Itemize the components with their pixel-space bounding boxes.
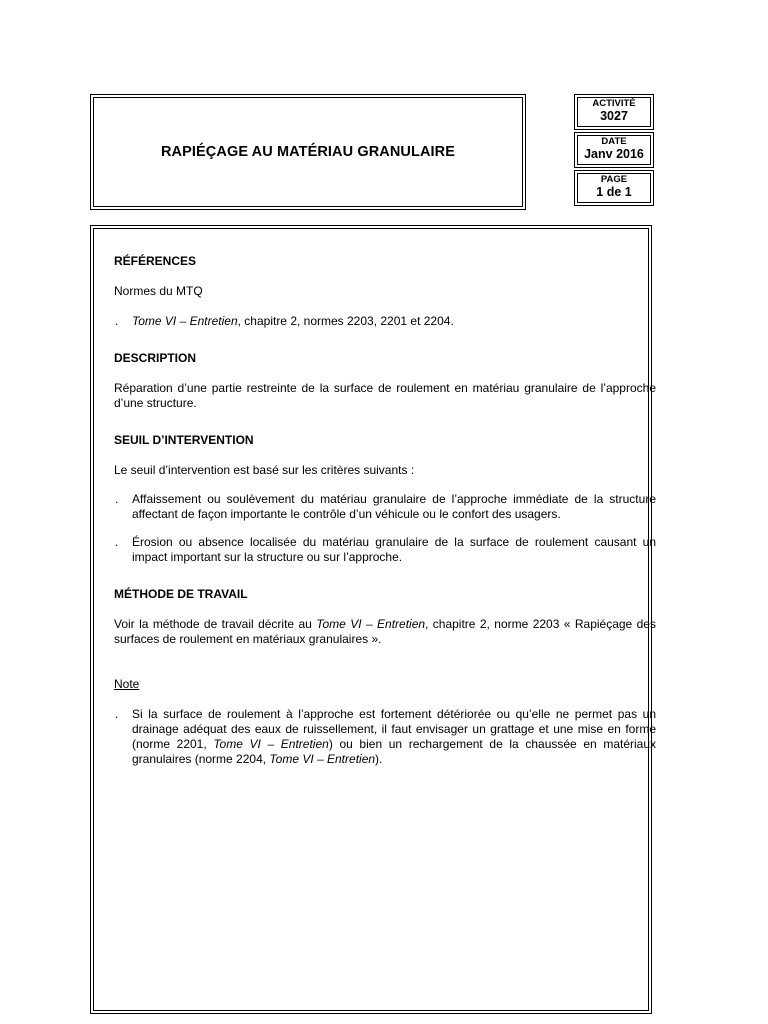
bullet-marker: . <box>115 535 119 549</box>
references-intro: Normes du MTQ <box>114 284 203 298</box>
seuil-item-2 <box>114 535 656 565</box>
seuil-intro: Le seuil d’intervention est basé sur les critères suivants : <box>114 463 415 477</box>
page-label: PAGE <box>600 174 628 185</box>
description-text: Réparation d’une partie restreinte de la surface de roulement en matériau granulaire de l’approche d’une structure. <box>114 381 656 410</box>
bullet-marker: . <box>115 314 119 328</box>
bullet-marker: . <box>115 492 119 506</box>
activite-label: ACTIVITÉ <box>592 98 636 109</box>
methode-text <box>114 617 656 647</box>
bullet-marker: . <box>115 707 119 721</box>
references-heading: RÉFÉRENCES <box>114 254 197 268</box>
seuil-item-2-text: Érosion ou absence localisée du matériau granulaire de la surface de roulement causant un impact important sur la structure ou sur l’approche. <box>132 535 656 564</box>
page-box <box>574 170 654 206</box>
note-italic-1: Tome VI – Entretien <box>213 737 329 751</box>
note-text-a: Si la surface de roulement à l’approche est fortement détériorée ou qu’elle ne permet pas un drainage adéquat des eaux de ruissellement, il faut envisager un grattage et une mise en forme (norme 2201, <box>132 707 656 751</box>
document-body <box>114 254 656 767</box>
seuil-item-1-text: Affaissement ou soulèvement du matériau granulaire de l’approche immédiate de la structure affectant de façon importante le contrôle d’un véhicule ou le confort des usagers. <box>132 492 656 521</box>
date-label: DATE <box>601 136 627 147</box>
activite-box <box>574 94 654 130</box>
references-item-italic: Tome VI – Entretien <box>132 314 238 328</box>
title-box <box>90 94 526 210</box>
note-text-b: ) ou bien un rechargement de la chaussée en matériaux granulaires (norme 2204, <box>132 737 657 766</box>
date-box <box>574 132 654 168</box>
references-item-rest: , chapitre 2, normes 2203, 2201 et 2204. <box>237 314 454 328</box>
references-item <box>114 314 656 329</box>
methode-text-italic: Tome VI – Entretien <box>316 617 426 631</box>
description-heading: DESCRIPTION <box>114 351 197 365</box>
note-italic-2: Tome VI – Entretien <box>269 752 376 766</box>
note-item <box>114 707 656 767</box>
methode-text-a: Voir la méthode de travail décrite au <box>114 617 317 631</box>
page-value: 1 de 1 <box>596 185 632 199</box>
note-heading: Note <box>114 677 140 691</box>
document-title: RAPIÉÇAGE AU MATÉRIAU GRANULAIRE <box>160 144 455 160</box>
activite-value: 3027 <box>600 109 628 123</box>
seuil-heading: SEUIL D’INTERVENTION <box>114 433 254 447</box>
seuil-item-1 <box>114 492 656 522</box>
methode-heading: MÉTHODE DE TRAVAIL <box>114 587 248 601</box>
date-value: Janv 2016 <box>584 147 644 161</box>
note-text-c: ). <box>375 752 383 766</box>
methode-text-b: , chapitre 2, norme 2203 « Rapiéçage des surfaces de roulement en matériaux granulaires ». <box>114 617 656 646</box>
